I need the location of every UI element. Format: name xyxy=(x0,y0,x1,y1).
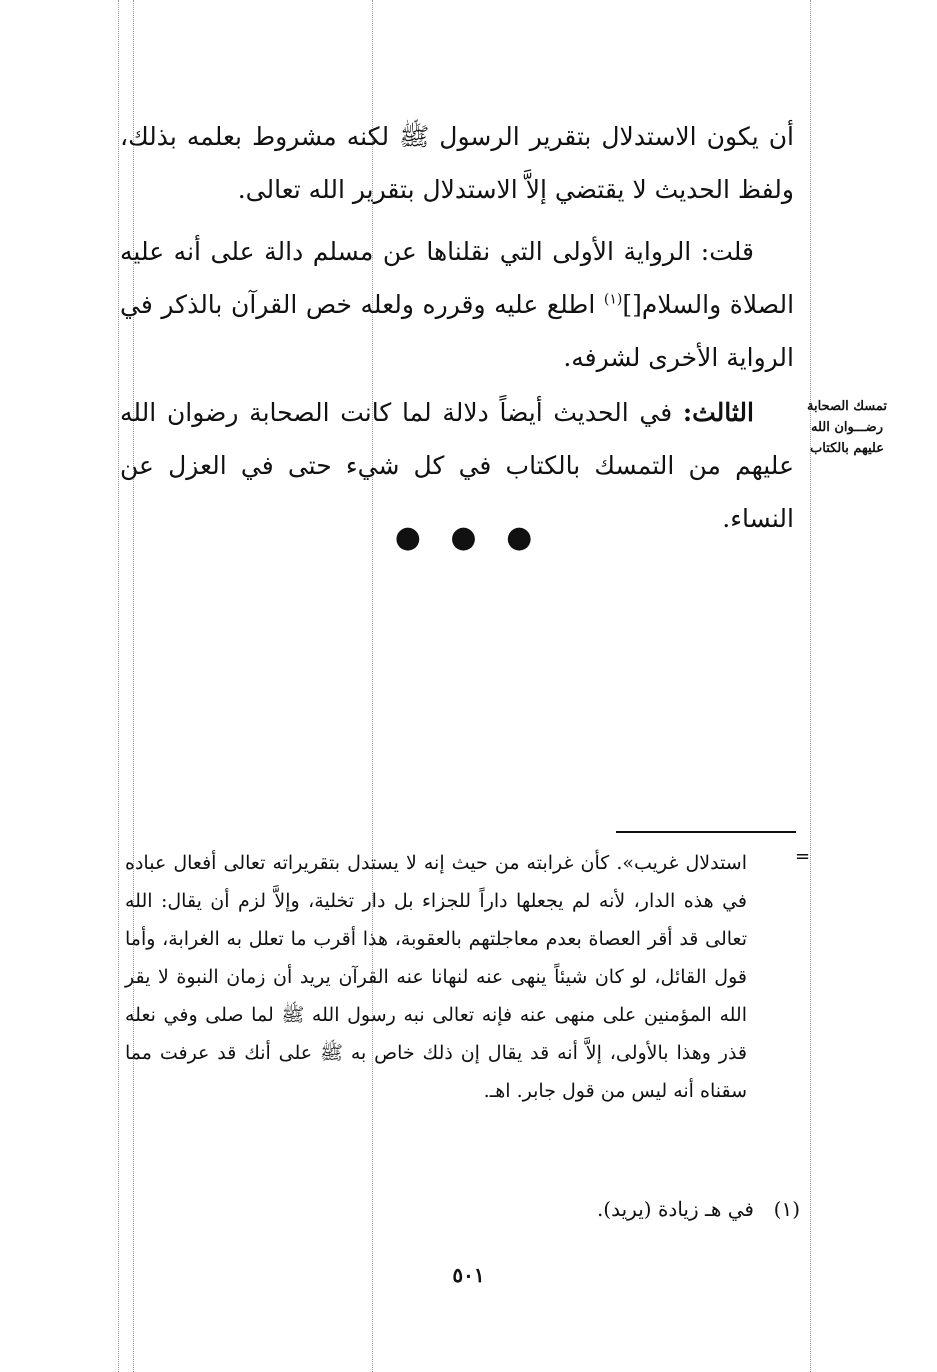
footnote-rule xyxy=(616,831,796,833)
margin-heading-line-1: تمسك الصحابة xyxy=(807,399,887,414)
page-number: ٥٠١ xyxy=(452,1263,485,1287)
gutter-guide-line xyxy=(810,0,811,1372)
footnote-continuation-text: استدلال غريب». كأن غرابته من حيث إنه لا يستدل بتقريراته تعالى أفعال عباده في هذه الدار، لأنه لم يجعلها داراً للجزاء بل دار تخلية، وإلاَّ لزم أن يقال: الله تعالى قد أقر العصاة بعدم معاجلتهم بالعقوبة، هذا أقرب ما تعلل به الغرابة، وأما قول القائل، لو كان شيئاً ينهى عنه لنهانا عنه القرآن يريد أن زمان النبوة لا يقر الله المؤمنين على منهى عنه فإنه تعالى نبه رسول الله ﷺ لما صلى وفي نعله قذر وهذا بالأولى، إلاَّ أنه قد يقال إن ذلك خاص به ﷺ على أنك قد عرفت مما سقناه أنه ليس من قول جابر. اهـ. xyxy=(125,852,747,1102)
footnote-1-text: في هـ زيادة (يريد). xyxy=(596,1197,754,1221)
footnote-reference[interactable]: (١) xyxy=(603,291,623,308)
paragraph-2-text xyxy=(120,225,794,384)
paragraph-1 xyxy=(120,110,794,216)
paragraph-2-start: قلت: الرواية الأولى التي نقلناها عن مسلم دالة على أنه عليه الصلاة والسلام[] xyxy=(120,237,795,319)
footnote-1-number: (١) xyxy=(773,1197,800,1221)
paragraph-3-lead: الثالث: xyxy=(682,398,754,427)
margin-heading xyxy=(803,396,891,459)
margin-heading-line-2: رضـــوان الله xyxy=(811,420,883,435)
footnote-1 xyxy=(470,1190,800,1228)
footnote-continuation-mark: = xyxy=(795,846,811,867)
paragraph-1-text: أن يكون الاستدلال بتقرير الرسول ﷺ لكنه مشروط بعلمه بذلك، ولفظ الحديث لا يقتضي إلاَّ الاستدلال بتقرير الله تعالى. xyxy=(120,122,794,204)
paragraph-2-end: اطلع عليه وقرره ولعله خص القرآن بالذكر في الرواية الأخرى لشرفه. xyxy=(120,290,794,372)
margin-heading-line-3: عليهم بالكتاب xyxy=(810,441,884,456)
paragraph-2 xyxy=(120,225,794,384)
paragraph-3-body: في الحديث أيضاً دلالة لما كانت الصحابة رضوان الله عليهم من التمسك بالكتاب في كل شيء حتى في العزل عن النساء. xyxy=(120,398,794,533)
section-separator: ● ● ● xyxy=(394,520,543,555)
footnote-continuation xyxy=(125,844,747,1110)
gutter-guide-line xyxy=(118,0,119,1372)
